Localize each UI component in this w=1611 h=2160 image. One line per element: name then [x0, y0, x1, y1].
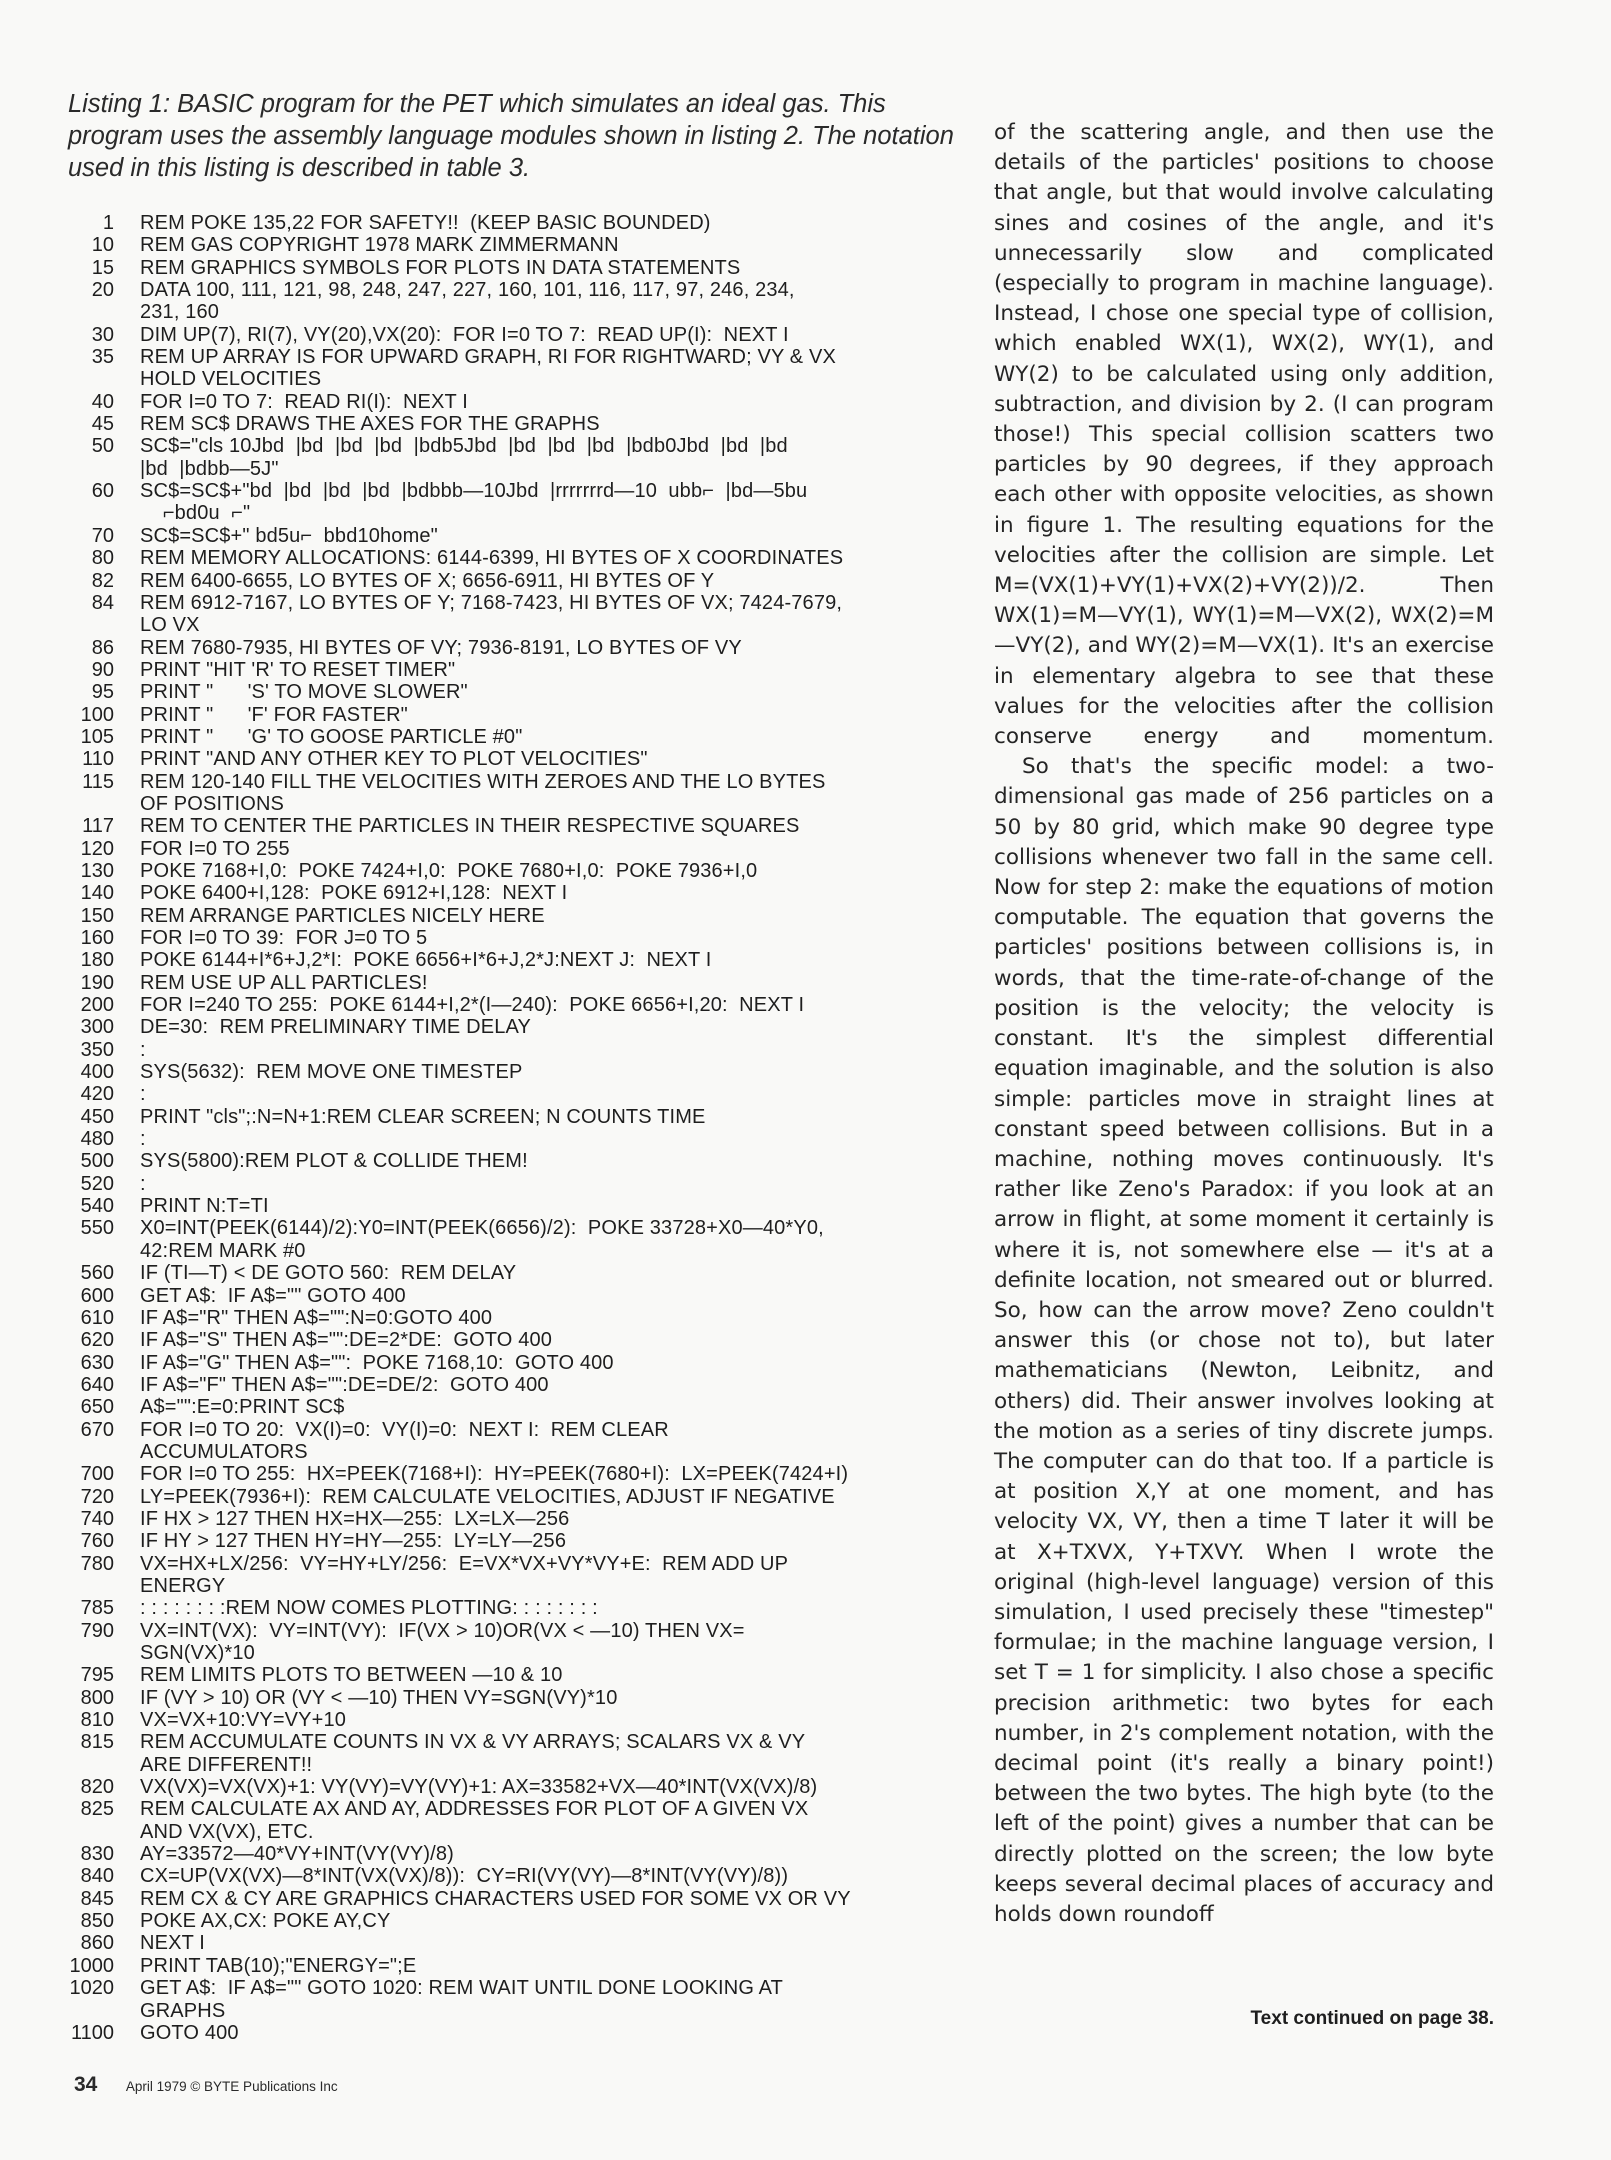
line-number [52, 502, 114, 524]
line-number: 95 [91, 681, 114, 704]
paragraph: So that's the specific model: a two-dimensional gas made of 256 particles on a 50 by 80 grid, which make 90 degree type collisions whenever two fall in the same cell. Now for step 2: make the equations of motion computable. The equation that governs the particles' positions between collisions is, in words, that the time-rate-of-change of the position is the velocity; the velocity is constant. It's the simplest differential equation imaginable, and the solution is also simple: particles move in straight lines at constant speed between collisions. But in a machine, nothing moves continuously. It's rather like Zeno's Paradox: if you look at an arrow in flight, at some moment it certainly is where it is, not somewhere else — it's at a definite location, not smeared out or blurred. So, how can the arrow move? Zeno couldn't answer this (or chose not to), but later mathematicians (Newton, Leibnitz, and others) did. Their answer involves looking at the motion as a series of tiny discrete jumps. The computer can do that too. If a particle is at position X,Y at one moment, and has velocity VX, VY, then a time T later it will be at X+TXVX, Y+TXVY. When I wrote the original (high-level language) version of this simulation, I used precisely these "timestep" formulae; in the machine language version, I set T = 1 for simplicity. I also chose a specific precision arithmetic: two bytes for each number, in 2's complement notation, with the decimal point (it's really a binary point!) between the two bytes. The high byte (to the left of the point) gives a number that can be directly plotted on the screen; the low byte keeps several decimal places of accuracy and holds down roundoff [994, 754, 1494, 1927]
listing-line [52, 905, 952, 927]
line-number: 82 [91, 569, 114, 592]
line-number: 540 [80, 1195, 114, 1218]
line-number: 60 [91, 480, 114, 503]
caption-line: Listing 1: BASIC program for the PET which simulates an ideal gas. This [68, 90, 886, 118]
listing-line [52, 212, 952, 234]
listing-line [52, 547, 952, 569]
code-text: IF HY > 127 THEN HY=HY—255: LY=LY—256 [140, 1530, 567, 1553]
line-number [52, 1821, 114, 1843]
listing-line [52, 1597, 952, 1619]
code-text: DATA 100, 111, 121, 98, 248, 247, 227, 160, 101, 116, 117, 97, 246, 234, [140, 279, 795, 302]
code-text: FOR I=0 TO 7: READ RI(I): NEXT I [140, 390, 468, 413]
line-number: 480 [80, 1128, 114, 1151]
line-number [52, 458, 114, 480]
line-number: 45 [91, 413, 114, 436]
code-text: REM LIMITS PLOTS TO BETWEEN —10 & 10 [140, 1664, 563, 1687]
line-number: 500 [80, 1150, 114, 1173]
code-text: NEXT I [140, 1932, 205, 1955]
code-text: ARE DIFFERENT!! [140, 1753, 313, 1776]
listing-line [52, 1687, 952, 1709]
line-number: 800 [80, 1686, 114, 1709]
line-number: 15 [91, 256, 114, 279]
line-number: 115 [82, 770, 114, 793]
line-number: 860 [80, 1932, 114, 1955]
code-text: IF (TI—T) < DE GOTO 560: REM DELAY [140, 1262, 517, 1285]
line-number: 650 [80, 1396, 114, 1419]
line-number: 850 [80, 1910, 114, 1933]
code-text: ACCUMULATORS [140, 1440, 308, 1463]
line-number: 760 [80, 1530, 114, 1553]
line-number: 560 [80, 1262, 114, 1285]
listing-line [52, 1374, 952, 1396]
publication-credit: April 1979 © BYTE Publications Inc [125, 2079, 338, 2094]
listing-line [52, 592, 952, 614]
line-number: 30 [91, 323, 114, 346]
caption-line: program uses the assembly language modules shown in listing 2. The notation [68, 122, 954, 150]
line-number: 740 [80, 1507, 114, 1530]
line-number: 630 [80, 1351, 114, 1374]
line-number: 150 [80, 904, 114, 927]
listing-line [52, 1463, 952, 1485]
code-text: REM 7680-7935, HI BYTES OF VY; 7936-8191, LO BYTES OF VY [140, 636, 742, 659]
listing-line [52, 368, 952, 390]
line-number: 1 [102, 212, 114, 234]
code-text: DIM UP(7), RI(7), VY(20),VX(20): FOR I=0 TO 7: READ UP(I): NEXT I [140, 323, 789, 346]
line-number: 10 [91, 234, 114, 257]
code-text: PRINT "HIT 'R' TO RESET TIMER" [140, 658, 456, 681]
code-text: AY=33572—40*VY+INT(VY(VY)/8) [140, 1843, 454, 1866]
code-text: OF POSITIONS [140, 792, 285, 815]
code-text: FOR I=0 TO 255 [140, 837, 290, 860]
listing-line [52, 994, 952, 1016]
code-text: REM MEMORY ALLOCATIONS: 6144-6399, HI BYTES OF X COORDINATES [140, 547, 844, 570]
line-number: 640 [80, 1373, 114, 1396]
listing-line [52, 234, 952, 256]
paragraph: of the scattering angle, and then use the details of the particles' positions to choose that angle, but that would involve calculating sines and cosines of the angle, and it's unnecessarily slow and complicated (especially to program in machine language). Instead, I chose one special type of collision, which enabled WX(1), WX(2), WY(1), and WY(2) to be calculated using only addition, subtraction, and division by 2. (I can program those!) This special collision scatters two particles by 90 degrees, if they approach each other with opposite velocities, as shown in figure 1. The resulting equations for the velocities after the collision are simple. Let M=(VX(1)+VY(1)+VX(2)+VY(2))/2. Then WX(1)=M—VY(1), WY(1)=M—VX(2), WX(2)=M—VY(2), and WY(2)=M—VX(1). It's an exercise in elementary algebra to see that these values for the velocities after the collision conserve energy and momentum. [994, 120, 1494, 750]
code-text: IF (VY > 10) OR (VY < —10) THEN VY=SGN(VY)*10 [140, 1686, 618, 1709]
code-text: HOLD VELOCITIES [140, 368, 322, 391]
code-text: VX=HX+LX/256: VY=HY+LY/256: E=VX*VX+VY*VY+E: REM ADD UP [140, 1552, 789, 1575]
code-text: POKE 7168+I,0: POKE 7424+I,0: POKE 7680+I,0: POKE 7936+I,0 [140, 859, 758, 882]
code-text: IF A$="G" THEN A$="": POKE 7168,10: GOTO 400 [140, 1351, 614, 1374]
listing-line [52, 748, 952, 770]
line-number: 795 [80, 1664, 114, 1687]
line-number: 1000 [69, 1954, 114, 1977]
line-number: 350 [80, 1038, 114, 1061]
code-text: PRINT "cls";:N=N+1:REM CLEAR SCREEN; N COUNTS TIME [140, 1105, 706, 1128]
code-text: VX=VX+10:VY=VY+10 [140, 1709, 347, 1732]
listing-line [52, 279, 952, 301]
code-text: PRINT " 'F' FOR FASTER" [140, 703, 408, 726]
line-number: 20 [91, 279, 114, 302]
line-number: 825 [80, 1798, 114, 1821]
code-text: VX=INT(VX): VY=INT(VY): IF(VX > 10)OR(VX < —10) THEN VX= [140, 1619, 745, 1642]
code-text: GET A$: IF A$="" GOTO 400 [140, 1284, 406, 1307]
line-number: 70 [91, 524, 114, 547]
listing-line [52, 614, 952, 636]
line-number: 820 [80, 1776, 114, 1799]
code-text: PRINT " 'G' TO GOOSE PARTICLE #0" [140, 725, 523, 748]
line-number: 140 [80, 882, 114, 905]
listing-line [52, 1486, 952, 1508]
line-number [52, 1754, 114, 1776]
listing-line [52, 1932, 952, 1954]
listing-line [52, 1240, 952, 1262]
code-text: POKE 6400+I,128: POKE 6912+I,128: NEXT I [140, 882, 568, 905]
listing-line [52, 1910, 952, 1932]
line-number: 450 [80, 1105, 114, 1128]
line-number [52, 1642, 114, 1664]
code-text: POKE 6144+I*6+J,2*I: POKE 6656+I*6+J,2*J:NEXT J: NEXT I [140, 949, 712, 972]
line-number: 620 [80, 1329, 114, 1352]
listing-line [52, 2022, 952, 2044]
listing-line [52, 793, 952, 815]
line-number: 180 [80, 949, 114, 972]
line-number: 35 [91, 346, 114, 369]
line-number [52, 1240, 114, 1262]
code-text: PRINT TAB(10);"ENERGY=";E [140, 1954, 417, 1977]
line-number: 130 [80, 859, 114, 882]
listing-line [52, 1262, 952, 1284]
code-text: SC$=SC$+" bd5u⌐ bbd10home" [140, 524, 438, 547]
listing-line [52, 1150, 952, 1172]
line-number: 830 [80, 1843, 114, 1866]
code-text: REM CALCULATE AX AND AY, ADDRESSES FOR PLOT OF A GIVEN VX [140, 1798, 809, 1821]
line-number: 610 [80, 1306, 114, 1329]
code-text: : [140, 1172, 146, 1195]
code-text: GOTO 400 [140, 2021, 239, 2044]
code-text: IF HX > 127 THEN HX=HX—255: LX=LX—256 [140, 1507, 570, 1530]
line-number: 600 [80, 1284, 114, 1307]
listing-line [52, 1955, 952, 1977]
code-text: : [140, 1038, 146, 1061]
code-text: 231, 160 [140, 301, 220, 324]
code-text: X0=INT(PEEK(6144)/2):Y0=INT(PEEK(6656)/2): POKE 33728+X0—40*Y0, [140, 1217, 824, 1240]
code-text: PRINT "AND ANY OTHER KEY TO PLOT VELOCITIES" [140, 748, 648, 771]
code-text: GET A$: IF A$="" GOTO 1020: REM WAIT UNTIL DONE LOOKING AT [140, 1977, 784, 2000]
listing-line [52, 1865, 952, 1887]
listing-line [52, 391, 952, 413]
listing-line [52, 1664, 952, 1686]
line-number: 1100 [70, 2021, 114, 2044]
code-text: REM GAS COPYRIGHT 1978 MARK ZIMMERMANN [140, 234, 619, 257]
listing-line [52, 1039, 952, 1061]
listing-line [52, 1508, 952, 1530]
listing-line [52, 1173, 952, 1195]
listing-line [52, 1307, 952, 1329]
code-text: IF A$="R" THEN A$="":N=0:GOTO 400 [140, 1306, 493, 1329]
listing-line [52, 1217, 952, 1239]
listing-line [52, 1888, 952, 1910]
listing-line [52, 1798, 952, 1820]
line-number: 700 [80, 1463, 114, 1486]
line-number: 785 [80, 1597, 114, 1620]
continued-note: Text continued on page 38. [1250, 2008, 1494, 2029]
code-text: SC$="cls 10Jbd |bd |bd |bd |bdb5Jbd |bd |bd |bd |bdb0Jbd |bd |bd [140, 435, 788, 458]
line-number: 190 [80, 971, 114, 994]
code-text: GRAPHS [140, 1999, 226, 2022]
listing-line [52, 1329, 952, 1351]
line-number: 86 [91, 636, 114, 659]
line-number: 117 [82, 815, 114, 838]
listing-line [52, 704, 952, 726]
code-text: FOR I=0 TO 255: HX=PEEK(7168+I): HY=PEEK(7680+I): LX=PEEK(7424+I) [140, 1463, 849, 1486]
code-text: REM SC$ DRAWS THE AXES FOR THE GRAPHS [140, 413, 600, 436]
listing-line [52, 324, 952, 346]
line-number: 815 [80, 1731, 114, 1754]
code-text: REM UP ARRAY IS FOR UPWARD GRAPH, RI FOR RIGHTWARD; VY & VX [140, 346, 836, 369]
listing-line [52, 1419, 952, 1441]
code-text: DE=30: REM PRELIMINARY TIME DELAY [140, 1016, 531, 1039]
listing-line [52, 726, 952, 748]
line-number: 790 [80, 1619, 114, 1642]
code-text: REM ACCUMULATE COUNTS IN VX & VY ARRAYS; SCALARS VX & VY [140, 1731, 806, 1754]
listing-line [52, 637, 952, 659]
code-text: FOR I=240 TO 255: POKE 6144+I,2*(I—240): POKE 6656+I,20: NEXT I [140, 994, 805, 1017]
line-number [52, 368, 114, 390]
line-number: 810 [80, 1709, 114, 1732]
listing-line [52, 570, 952, 592]
article-text-column [994, 118, 1494, 1930]
caption-line: used in this listing is described in table 3. [68, 154, 531, 182]
listing-line [52, 1709, 952, 1731]
listing-line [52, 771, 952, 793]
code-text: REM 120-140 FILL THE VELOCITIES WITH ZEROES AND THE LO BYTES [140, 770, 826, 793]
listing-line [52, 1352, 952, 1374]
code-text: AND VX(VX), ETC. [140, 1820, 314, 1843]
listing-line [52, 1843, 952, 1865]
listing-line [52, 1575, 952, 1597]
listing-line [52, 838, 952, 860]
code-text: IF A$="F" THEN A$="":DE=DE/2: GOTO 400 [140, 1373, 549, 1396]
code-text: REM ARRANGE PARTICLES NICELY HERE [140, 904, 545, 927]
code-text: LO VX [140, 614, 200, 637]
listing-caption [68, 88, 954, 184]
code-text: REM GRAPHICS SYMBOLS FOR PLOTS IN DATA STATEMENTS [140, 256, 741, 279]
line-number: 420 [80, 1083, 114, 1106]
page-footer [74, 2073, 338, 2097]
listing-line [52, 346, 952, 368]
listing-line [52, 1016, 952, 1038]
listing-line [52, 1553, 952, 1575]
line-number: 780 [80, 1552, 114, 1575]
listing-line [52, 1821, 952, 1843]
listing-line [52, 1776, 952, 1798]
code-text: SYS(5632): REM MOVE ONE TIMESTEP [140, 1061, 523, 1084]
line-number: 84 [91, 591, 114, 614]
listing-line [52, 1083, 952, 1105]
code-text: IF A$="S" THEN A$="":DE=2*DE: GOTO 400 [140, 1329, 553, 1352]
code-text: REM CX & CY ARE GRAPHICS CHARACTERS USED FOR SOME VX OR VY [140, 1887, 851, 1910]
listing-line [52, 1128, 952, 1150]
code-text: REM USE UP ALL PARTICLES! [140, 971, 428, 994]
code-text: : [140, 1083, 146, 1106]
listing-line [52, 681, 952, 703]
code-text: SC$=SC$+"bd |bd |bd |bd |bdbbb—10Jbd |rrrrrrrd—10 ubb⌐ |bd—5bu [140, 480, 808, 503]
code-text: : [140, 1128, 146, 1151]
line-number: 670 [80, 1418, 114, 1441]
listing-line [52, 1977, 952, 1999]
listing-line [52, 301, 952, 323]
line-number: 110 [82, 748, 114, 771]
listing-line [52, 949, 952, 971]
basic-program-listing [52, 212, 952, 2044]
listing-line [52, 502, 952, 524]
listing-line [52, 458, 952, 480]
line-number [52, 2000, 114, 2022]
listing-line [52, 480, 952, 502]
code-text: POKE AX,CX: POKE AY,CY [140, 1910, 391, 1933]
listing-line [52, 1106, 952, 1128]
line-number: 90 [91, 658, 114, 681]
line-number: 845 [80, 1887, 114, 1910]
code-text: ENERGY [140, 1574, 226, 1597]
line-number: 100 [80, 703, 114, 726]
line-number: 160 [80, 927, 114, 949]
code-text: PRINT " 'S' TO MOVE SLOWER" [140, 681, 468, 704]
listing-line [52, 815, 952, 837]
code-text: |bd |bdbb—5J" [140, 457, 279, 480]
code-text: REM 6912-7167, LO BYTES OF Y; 7168-7423, HI BYTES OF VX; 7424-7679, [140, 591, 843, 614]
listing-line [52, 882, 952, 904]
code-text: REM 6400-6655, LO BYTES OF X; 6656-6911, HI BYTES OF Y [140, 569, 715, 592]
code-text: : : : : : : : :REM NOW COMES PLOTTING: : : : : : : : [140, 1597, 598, 1620]
listing-line [52, 1441, 952, 1463]
line-number: 720 [80, 1485, 114, 1508]
line-number: 200 [80, 994, 114, 1017]
line-number: 300 [80, 1016, 114, 1039]
listing-line [52, 860, 952, 882]
listing-line [52, 435, 952, 457]
line-number: 520 [80, 1172, 114, 1195]
code-text: ⌐bd0u ⌐" [140, 502, 251, 525]
listing-line [52, 1731, 952, 1753]
line-number: 840 [80, 1865, 114, 1888]
line-number [52, 793, 114, 815]
code-text: SYS(5800):REM PLOT & COLLIDE THEM! [140, 1150, 528, 1173]
line-number: 50 [91, 435, 114, 458]
listing-line [52, 1642, 952, 1664]
code-text: REM TO CENTER THE PARTICLES IN THEIR RESPECTIVE SQUARES [140, 815, 800, 838]
listing-line [52, 1396, 952, 1418]
listing-line [52, 659, 952, 681]
line-number: 105 [80, 725, 114, 748]
code-text: SGN(VX)*10 [140, 1642, 255, 1664]
line-number: 40 [91, 390, 114, 413]
listing-line [52, 413, 952, 435]
code-text: 42:REM MARK #0 [140, 1239, 306, 1262]
line-number: 1020 [69, 1977, 114, 2000]
listing-line [52, 1530, 952, 1552]
line-number [52, 1575, 114, 1597]
code-text: A$="":E=0:PRINT SC$ [140, 1396, 345, 1419]
listing-line [52, 972, 952, 994]
line-number: 550 [80, 1217, 114, 1240]
code-text: VX(VX)=VX(VX)+1: VY(VY)=VY(VY)+1: AX=33582+VX—40*INT(VX(VX)/8) [140, 1776, 818, 1799]
line-number: 80 [91, 547, 114, 570]
code-text: FOR I=0 TO 20: VX(I)=0: VY(I)=0: NEXT I: REM CLEAR [140, 1418, 669, 1441]
listing-line [52, 525, 952, 547]
line-number: 400 [80, 1061, 114, 1084]
listing-line [52, 1620, 952, 1642]
line-number: 120 [80, 837, 114, 860]
listing-line [52, 927, 952, 949]
line-number [52, 301, 114, 323]
listing-line [52, 2000, 952, 2022]
listing-line [52, 1061, 952, 1083]
listing-line [52, 1195, 952, 1217]
listing-line [52, 1285, 952, 1307]
line-number [52, 1441, 114, 1463]
code-text: REM POKE 135,22 FOR SAFETY!! (KEEP BASIC BOUNDED) [140, 212, 711, 234]
code-text: CX=UP(VX(VX)—8*INT(VX(VX)/8)): CY=RI(VY(VY)—8*INT(VY(VY)/8)) [140, 1865, 789, 1888]
code-text: LY=PEEK(7936+I): REM CALCULATE VELOCITIES, ADJUST IF NEGATIVE [140, 1485, 835, 1508]
code-text: PRINT N:T=TI [140, 1195, 269, 1218]
line-number [52, 614, 114, 636]
listing-line [52, 257, 952, 279]
listing-line [52, 1754, 952, 1776]
page-number: 34 [74, 2073, 98, 2096]
code-text: FOR I=0 TO 39: FOR J=0 TO 5 [140, 927, 428, 949]
